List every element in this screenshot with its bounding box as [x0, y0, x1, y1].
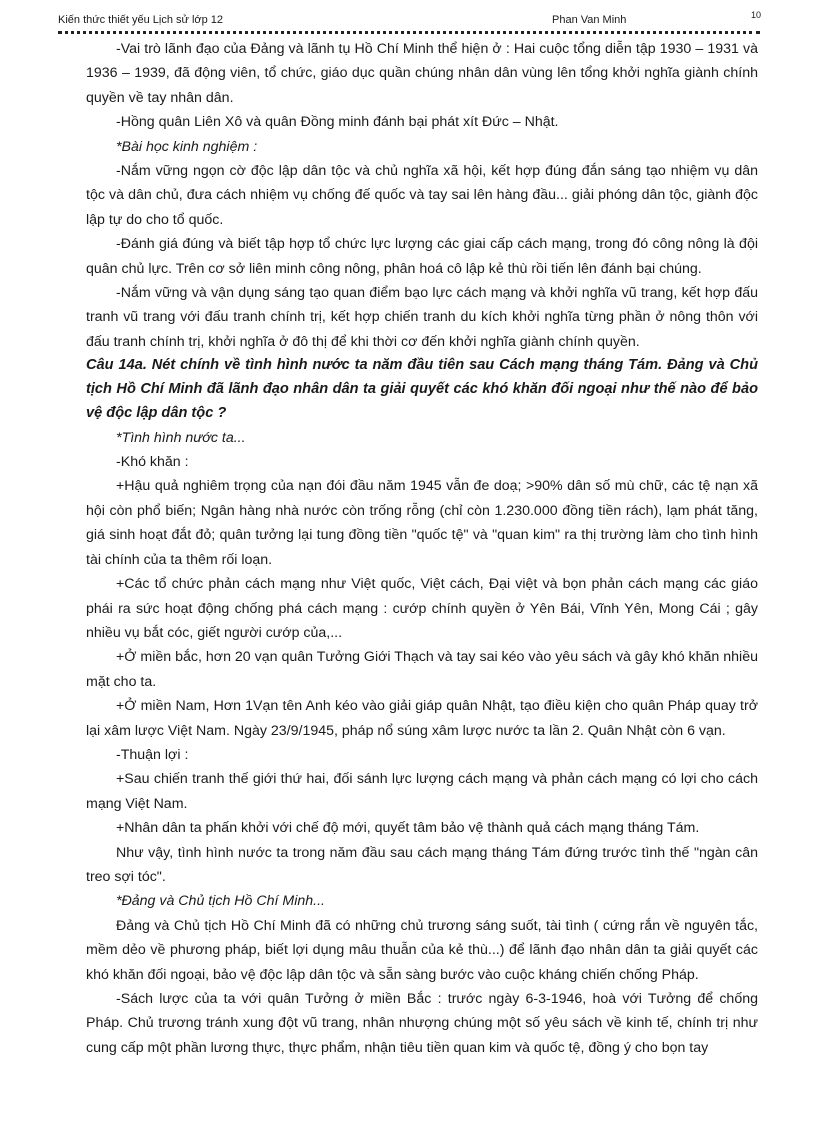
- paragraph: -Vai trò lãnh đạo của Đảng và lãnh tụ Hồ Chí Minh thể hiện ở : Hai cuộc tổng diễn tập 1930 – 1931 và 1936 – 1939, đã động viên, tổ chức, giáo dục quần chúng nhân dân vùng lên tổng khởi nghĩa giành chính quyền về tay nhân dân.: [86, 41, 758, 106]
- document-body: [86, 37, 758, 1060]
- section-heading: *Tình hình nước ta...: [116, 429, 246, 446]
- paragraph: -Nắm vững ngọn cờ độc lập dân tộc và chủ nghĩa xã hội, kết hợp đúng đắn sáng tạo nhiệm vụ dân tộc và dân chủ, đưa cách nhiệm vụ chống đế quốc và tay sai lên hàng đầu... giải phóng dân tộc, giành độc lập tự do cho tổ quốc.: [86, 163, 758, 228]
- paragraph: Như vậy, tình hình nước ta trong năm đầu sau cách mạng tháng Tám đứng trước tình thế "ngàn cân treo sợi tóc".: [86, 844, 758, 885]
- question-heading: Câu 14a. Nét chính về tình hình nước ta năm đầu tiên sau Cách mạng tháng Tám. Đảng và Chủ tịch Hồ Chí Minh đã lãnh đạo nhân dân ta giải quyết các khó khăn đối ngoại như thế nào để bảo vệ độc lập dân tộc ?: [86, 357, 758, 421]
- page-header: [58, 10, 762, 30]
- paragraph: Đảng và Chủ tịch Hồ Chí Minh đã có những chủ trương sáng suốt, tài tình ( cứng rắn về nguyên tắc, mềm dẻo về phương pháp, biết lợi dụng mâu thuẫn của kẻ thù...) để lãnh đạo nhân dân ta giải quyết các khó khăn đối ngoại, bảo vệ độc lập dân tộc và sẵn sàng bước vào cuộc kháng chiến chống Pháp.: [86, 917, 758, 983]
- header-book-title: Kiến thức thiết yếu Lịch sử lớp 12: [58, 14, 224, 26]
- section-heading: *Đảng và Chủ tịch Hồ Chí Minh...: [116, 893, 325, 910]
- section-heading: *Bài học kinh nghiệm :: [116, 138, 258, 155]
- header-dotted-rule: [58, 31, 760, 34]
- paragraph: +Ở miền bắc, hơn 20 vạn quân Tưởng Giới Thạch và tay sai kéo vào yêu sách và gây khó khăn nhiều mặt cho ta.: [86, 649, 758, 690]
- paragraph: -Hồng quân Liên Xô và quân Đồng minh đánh bại phát xít Đức – Nhật.: [116, 114, 559, 131]
- paragraph: +Sau chiến tranh thế giới thứ hai, đối sánh lực lượng cách mạng và phản cách mạng có lợi cho cách mạng Việt Nam.: [86, 771, 758, 812]
- paragraph: +Ở miền Nam, Hơn 1Vạn tên Anh kéo vào giải giáp quân Nhật, tạo điều kiện cho quân Pháp quay trở lại xâm lược Việt Nam. Ngày 23/9/1945, pháp nổ súng xâm lược nước ta lần 2. Quân Nhật còn 6 vạn.: [86, 698, 758, 739]
- paragraph: -Sách lược của ta với quân Tưởng ở miền Bắc : trước ngày 6-3-1946, hoà với Tưởng để chống Pháp. Chủ trương tránh xung đột vũ trang, nhân nhượng chúng một số yêu sách về kinh tế, chính trị như cung cấp một phần lương thực, thực phẩm, nhận tiêu tiền quan kim và quốc tệ, đồng ý cho bọn tay: [86, 991, 758, 1056]
- header-author: Phan Van Minh: [552, 14, 627, 26]
- page-number: 10: [751, 10, 762, 20]
- paragraph: -Khó khăn :: [116, 454, 189, 471]
- paragraph: +Nhân dân ta phấn khởi với chế độ mới, quyết tâm bảo vệ thành quả cách mạng tháng Tám.: [116, 820, 700, 837]
- paragraph: +Hậu quả nghiêm trọng của nạn đói đầu năm 1945 vẫn đe doạ; >90% dân số mù chữ, các tệ nạn xã hội còn phổ biến; Ngân hàng nhà nước còn trống rỗng (chỉ còn 1.230.000 đồng tiền rách), lạm phát tăng, giá sinh hoạt đắt đỏ; quân tưởng lại tung đồng tiền "quốc tệ" và "quan kim" ra thị trường làm cho tình hình tài chính của ta thêm rối loạn.: [86, 478, 758, 568]
- paragraph: +Các tổ chức phản cách mạng như Việt quốc, Việt cách, Đại việt và bọn phản cách mạng các giáo phái ra sức hoạt động chống phá cách mạng : cướp chính quyền ở Yên Bái, Vĩnh Yên, Mong Cái ; gây nhiều vụ bắt cóc, giết người cướp của,...: [86, 576, 758, 641]
- paragraph: -Đánh giá đúng và biết tập hợp tổ chức lực lượng các giai cấp cách mạng, trong đó công nông là đội quân chủ lực. Trên cơ sở liên minh công nông, phân hoá cô lập kẻ thù rồi tiến lên đánh bại chúng.: [86, 236, 758, 277]
- paragraph: -Thuận lợi :: [116, 746, 189, 763]
- paragraph: -Nắm vững và vận dụng sáng tạo quan điểm bạo lực cách mạng và khởi nghĩa vũ trang, kết hợp đấu tranh vũ trang với đấu tranh chính trị, kết hợp chiến tranh du kích khởi nghĩa từng phần ở nông thôn với đấu tranh chính trị, khởi nghĩa ở đô thị để khi thời cơ đến khởi nghĩa giành chính quyền.: [86, 285, 758, 350]
